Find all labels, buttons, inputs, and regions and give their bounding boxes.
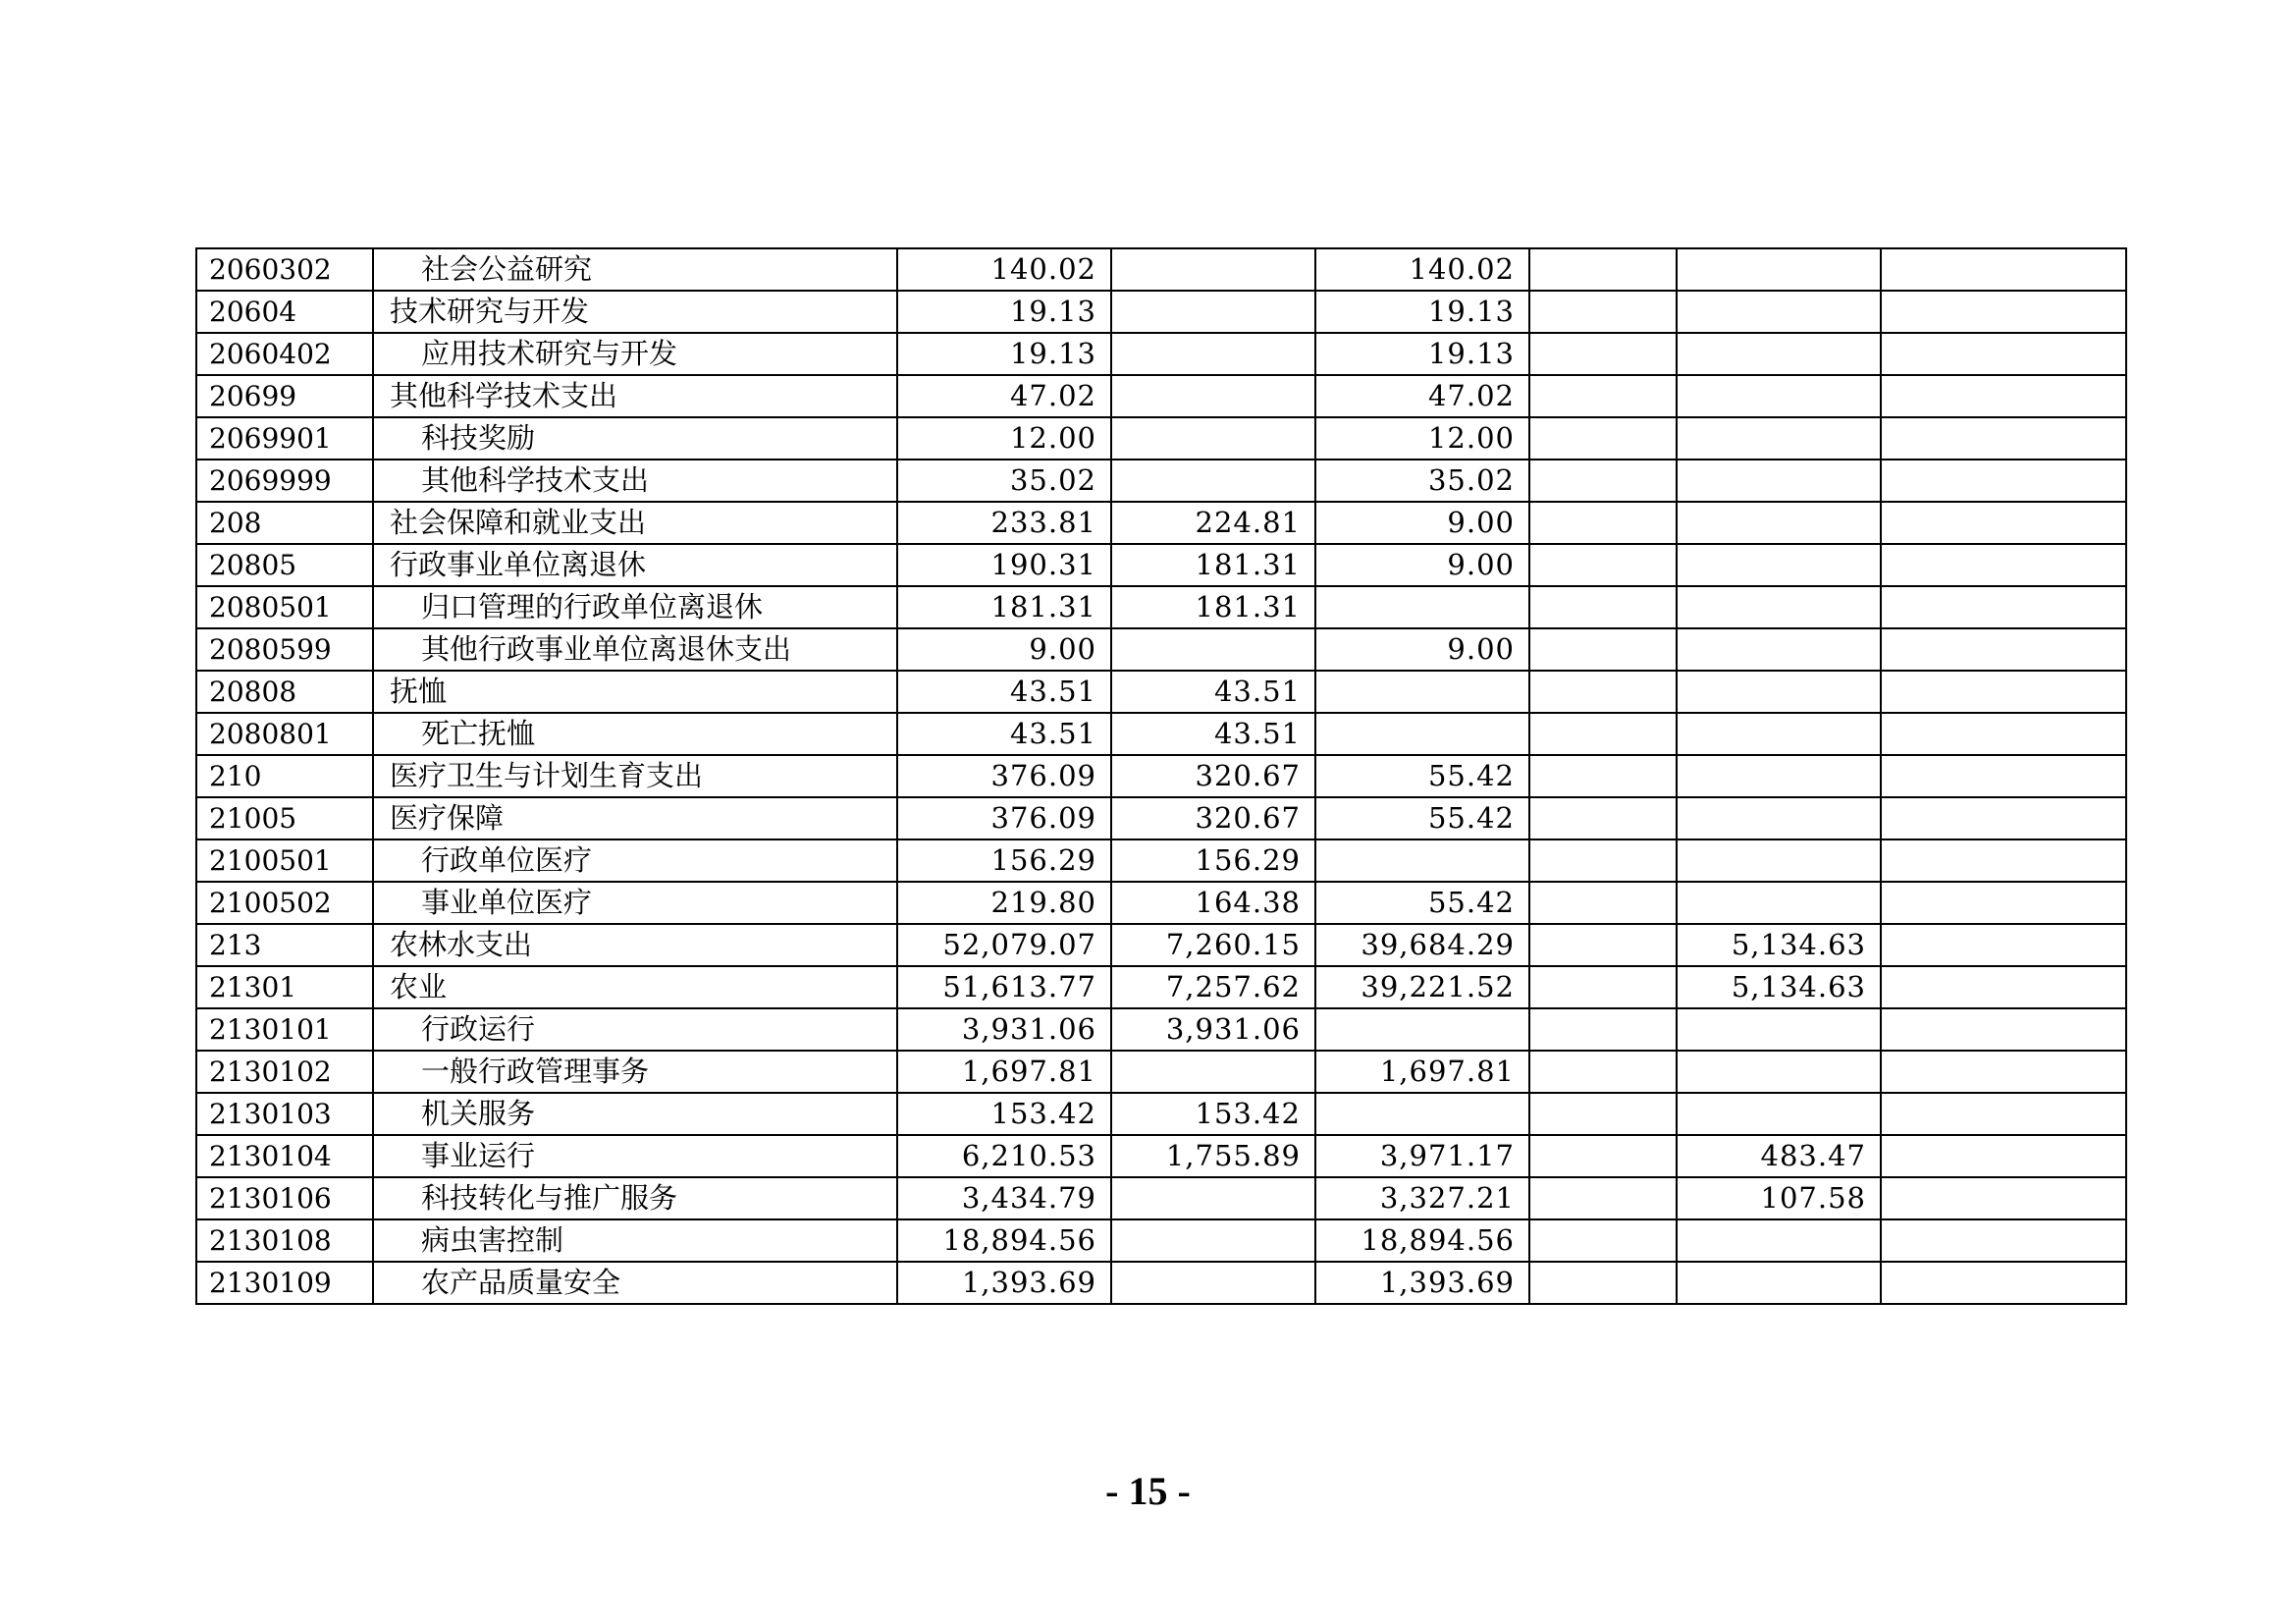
subject-code-cell: 20699 (196, 375, 373, 417)
column-6-cell (1881, 502, 2126, 544)
subject-name-cell: 社会公益研究 (373, 248, 897, 291)
column-4-cell (1529, 1219, 1677, 1262)
basic-expenditure-cell (1111, 1262, 1315, 1304)
subject-name-cell: 技术研究与开发 (373, 291, 897, 333)
subject-name-cell: 其他科学技术支出 (373, 375, 897, 417)
total-cell: 19.13 (897, 333, 1111, 375)
subject-code-cell: 2130108 (196, 1219, 373, 1262)
subject-name-cell: 行政单位医疗 (373, 839, 897, 882)
basic-expenditure-cell: 181.31 (1111, 586, 1315, 628)
total-cell: 6,210.53 (897, 1135, 1111, 1177)
total-cell: 47.02 (897, 375, 1111, 417)
project-expenditure-cell: 3,327.21 (1315, 1177, 1529, 1219)
subject-name-cell: 归口管理的行政单位离退休 (373, 586, 897, 628)
basic-expenditure-cell: 156.29 (1111, 839, 1315, 882)
total-cell: 43.51 (897, 713, 1111, 755)
column-6-cell (1881, 1219, 2126, 1262)
project-expenditure-cell: 39,221.52 (1315, 966, 1529, 1008)
basic-expenditure-cell (1111, 248, 1315, 291)
total-cell: 1,697.81 (897, 1051, 1111, 1093)
page-number: - 15 - (1105, 1469, 1191, 1513)
subject-code-cell: 21301 (196, 966, 373, 1008)
basic-expenditure-cell: 43.51 (1111, 713, 1315, 755)
subject-name-cell: 机关服务 (373, 1093, 897, 1135)
column-6-cell (1881, 628, 2126, 671)
project-expenditure-cell: 19.13 (1315, 333, 1529, 375)
basic-expenditure-cell: 3,931.06 (1111, 1008, 1315, 1051)
project-expenditure-cell: 1,393.69 (1315, 1262, 1529, 1304)
column-4-cell (1529, 1135, 1677, 1177)
subject-name-cell: 农产品质量安全 (373, 1262, 897, 1304)
column-4-cell (1529, 502, 1677, 544)
column-4-cell (1529, 1093, 1677, 1135)
table-row (196, 924, 2126, 966)
total-cell: 3,434.79 (897, 1177, 1111, 1219)
project-expenditure-cell (1315, 713, 1529, 755)
subject-code-cell: 2130104 (196, 1135, 373, 1177)
column-4-cell (1529, 460, 1677, 502)
project-expenditure-cell (1315, 839, 1529, 882)
column-5-cell: 483.47 (1677, 1135, 1881, 1177)
project-expenditure-cell: 35.02 (1315, 460, 1529, 502)
subject-code-cell: 2080501 (196, 586, 373, 628)
table-row (196, 417, 2126, 460)
basic-expenditure-cell: 320.67 (1111, 797, 1315, 839)
table-row (196, 502, 2126, 544)
column-5-cell (1677, 586, 1881, 628)
subject-code-cell: 2100502 (196, 882, 373, 924)
total-cell: 181.31 (897, 586, 1111, 628)
total-cell: 376.09 (897, 755, 1111, 797)
project-expenditure-cell (1315, 1008, 1529, 1051)
basic-expenditure-cell: 153.42 (1111, 1093, 1315, 1135)
subject-name-cell: 病虫害控制 (373, 1219, 897, 1262)
total-cell: 52,079.07 (897, 924, 1111, 966)
column-6-cell (1881, 1262, 2126, 1304)
total-cell: 156.29 (897, 839, 1111, 882)
subject-name-cell: 医疗卫生与计划生育支出 (373, 755, 897, 797)
subject-name-cell: 一般行政管理事务 (373, 1051, 897, 1093)
subject-code-cell: 2130109 (196, 1262, 373, 1304)
budget-table (195, 247, 2127, 1305)
column-6-cell (1881, 1177, 2126, 1219)
table-row (196, 1219, 2126, 1262)
total-cell: 190.31 (897, 544, 1111, 586)
column-5-cell (1677, 460, 1881, 502)
table-row (196, 966, 2126, 1008)
project-expenditure-cell: 18,894.56 (1315, 1219, 1529, 1262)
subject-name-cell: 其他行政事业单位离退休支出 (373, 628, 897, 671)
project-expenditure-cell: 12.00 (1315, 417, 1529, 460)
table-row (196, 713, 2126, 755)
column-5-cell (1677, 755, 1881, 797)
subject-name-cell: 行政运行 (373, 1008, 897, 1051)
basic-expenditure-cell: 43.51 (1111, 671, 1315, 713)
subject-name-cell: 农业 (373, 966, 897, 1008)
table-row (196, 375, 2126, 417)
column-4-cell (1529, 1051, 1677, 1093)
subject-name-cell: 医疗保障 (373, 797, 897, 839)
project-expenditure-cell: 9.00 (1315, 544, 1529, 586)
total-cell: 140.02 (897, 248, 1111, 291)
subject-code-cell: 20604 (196, 291, 373, 333)
basic-expenditure-cell (1111, 1051, 1315, 1093)
column-4-cell (1529, 544, 1677, 586)
column-5-cell: 5,134.63 (1677, 924, 1881, 966)
column-4-cell (1529, 924, 1677, 966)
column-5-cell: 107.58 (1677, 1177, 1881, 1219)
subject-code-cell: 2060402 (196, 333, 373, 375)
total-cell: 51,613.77 (897, 966, 1111, 1008)
column-6-cell (1881, 460, 2126, 502)
total-cell: 43.51 (897, 671, 1111, 713)
subject-name-cell: 应用技术研究与开发 (373, 333, 897, 375)
column-6-cell (1881, 333, 2126, 375)
total-cell: 219.80 (897, 882, 1111, 924)
column-4-cell (1529, 586, 1677, 628)
column-6-cell (1881, 924, 2126, 966)
column-4-cell (1529, 417, 1677, 460)
column-4-cell (1529, 333, 1677, 375)
column-5-cell (1677, 839, 1881, 882)
column-4-cell (1529, 1177, 1677, 1219)
subject-code-cell: 210 (196, 755, 373, 797)
subject-code-cell: 208 (196, 502, 373, 544)
subject-code-cell: 2130103 (196, 1093, 373, 1135)
subject-code-cell: 2100501 (196, 839, 373, 882)
subject-code-cell: 20805 (196, 544, 373, 586)
column-5-cell (1677, 628, 1881, 671)
column-6-cell (1881, 1051, 2126, 1093)
column-5-cell (1677, 1008, 1881, 1051)
basic-expenditure-cell: 320.67 (1111, 755, 1315, 797)
project-expenditure-cell: 55.42 (1315, 797, 1529, 839)
subject-code-cell: 2130106 (196, 1177, 373, 1219)
column-6-cell (1881, 248, 2126, 291)
column-6-cell (1881, 797, 2126, 839)
table-row (196, 1051, 2126, 1093)
column-6-cell (1881, 713, 2126, 755)
subject-code-cell: 2130102 (196, 1051, 373, 1093)
subject-name-cell: 事业运行 (373, 1135, 897, 1177)
project-expenditure-cell: 1,697.81 (1315, 1051, 1529, 1093)
column-6-cell (1881, 671, 2126, 713)
table-row (196, 1262, 2126, 1304)
total-cell: 18,894.56 (897, 1219, 1111, 1262)
column-4-cell (1529, 755, 1677, 797)
column-6-cell (1881, 1135, 2126, 1177)
column-4-cell (1529, 248, 1677, 291)
column-4-cell (1529, 671, 1677, 713)
table-row (196, 1135, 2126, 1177)
column-4-cell (1529, 291, 1677, 333)
column-5-cell (1677, 1219, 1881, 1262)
project-expenditure-cell: 19.13 (1315, 291, 1529, 333)
basic-expenditure-cell (1111, 1219, 1315, 1262)
column-5-cell (1677, 544, 1881, 586)
column-4-cell (1529, 375, 1677, 417)
project-expenditure-cell (1315, 586, 1529, 628)
basic-expenditure-cell: 7,260.15 (1111, 924, 1315, 966)
column-5-cell: 5,134.63 (1677, 966, 1881, 1008)
total-cell: 1,393.69 (897, 1262, 1111, 1304)
column-5-cell (1677, 713, 1881, 755)
column-5-cell (1677, 1051, 1881, 1093)
total-cell: 376.09 (897, 797, 1111, 839)
column-6-cell (1881, 966, 2126, 1008)
total-cell: 12.00 (897, 417, 1111, 460)
subject-name-cell: 社会保障和就业支出 (373, 502, 897, 544)
subject-name-cell: 抚恤 (373, 671, 897, 713)
column-6-cell (1881, 1008, 2126, 1051)
total-cell: 35.02 (897, 460, 1111, 502)
project-expenditure-cell: 47.02 (1315, 375, 1529, 417)
column-5-cell (1677, 333, 1881, 375)
basic-expenditure-cell (1111, 417, 1315, 460)
subject-code-cell: 2080801 (196, 713, 373, 755)
table-row (196, 628, 2126, 671)
project-expenditure-cell: 3,971.17 (1315, 1135, 1529, 1177)
column-4-cell (1529, 966, 1677, 1008)
column-6-cell (1881, 544, 2126, 586)
column-4-cell (1529, 628, 1677, 671)
column-6-cell (1881, 1093, 2126, 1135)
column-5-cell (1677, 1093, 1881, 1135)
table-row (196, 1177, 2126, 1219)
column-5-cell (1677, 502, 1881, 544)
column-4-cell (1529, 1008, 1677, 1051)
subject-name-cell: 行政事业单位离退休 (373, 544, 897, 586)
project-expenditure-cell: 9.00 (1315, 502, 1529, 544)
subject-code-cell: 213 (196, 924, 373, 966)
table-row (196, 839, 2126, 882)
column-4-cell (1529, 797, 1677, 839)
basic-expenditure-cell: 7,257.62 (1111, 966, 1315, 1008)
basic-expenditure-cell: 224.81 (1111, 502, 1315, 544)
column-5-cell (1677, 248, 1881, 291)
basic-expenditure-cell (1111, 291, 1315, 333)
column-4-cell (1529, 1262, 1677, 1304)
project-expenditure-cell: 55.42 (1315, 755, 1529, 797)
total-cell: 153.42 (897, 1093, 1111, 1135)
table-body (196, 248, 2126, 1304)
column-4-cell (1529, 713, 1677, 755)
table-row (196, 460, 2126, 502)
subject-code-cell: 2069999 (196, 460, 373, 502)
project-expenditure-cell: 9.00 (1315, 628, 1529, 671)
project-expenditure-cell (1315, 1093, 1529, 1135)
table-row (196, 333, 2126, 375)
subject-code-cell: 2080599 (196, 628, 373, 671)
column-5-cell (1677, 291, 1881, 333)
column-6-cell (1881, 291, 2126, 333)
table-row (196, 291, 2126, 333)
table-row (196, 671, 2126, 713)
column-5-cell (1677, 1262, 1881, 1304)
total-cell: 19.13 (897, 291, 1111, 333)
subject-code-cell: 2060302 (196, 248, 373, 291)
table-row (196, 1093, 2126, 1135)
total-cell: 9.00 (897, 628, 1111, 671)
total-cell: 233.81 (897, 502, 1111, 544)
subject-name-cell: 事业单位医疗 (373, 882, 897, 924)
subject-code-cell: 20808 (196, 671, 373, 713)
column-4-cell (1529, 882, 1677, 924)
column-4-cell (1529, 839, 1677, 882)
subject-code-cell: 21005 (196, 797, 373, 839)
basic-expenditure-cell: 181.31 (1111, 544, 1315, 586)
table-row (196, 248, 2126, 291)
column-5-cell (1677, 882, 1881, 924)
project-expenditure-cell: 140.02 (1315, 248, 1529, 291)
subject-name-cell: 科技奖励 (373, 417, 897, 460)
column-5-cell (1677, 671, 1881, 713)
table-row (196, 755, 2126, 797)
project-expenditure-cell (1315, 671, 1529, 713)
basic-expenditure-cell (1111, 1177, 1315, 1219)
column-6-cell (1881, 755, 2126, 797)
basic-expenditure-cell (1111, 333, 1315, 375)
total-cell: 3,931.06 (897, 1008, 1111, 1051)
column-6-cell (1881, 882, 2126, 924)
basic-expenditure-cell: 1,755.89 (1111, 1135, 1315, 1177)
basic-expenditure-cell (1111, 460, 1315, 502)
column-5-cell (1677, 417, 1881, 460)
table-row (196, 586, 2126, 628)
project-expenditure-cell: 39,684.29 (1315, 924, 1529, 966)
table-row (196, 1008, 2126, 1051)
table-row (196, 544, 2126, 586)
column-6-cell (1881, 586, 2126, 628)
subject-name-cell: 科技转化与推广服务 (373, 1177, 897, 1219)
subject-code-cell: 2130101 (196, 1008, 373, 1051)
table-row (196, 882, 2126, 924)
subject-name-cell: 其他科学技术支出 (373, 460, 897, 502)
project-expenditure-cell: 55.42 (1315, 882, 1529, 924)
column-5-cell (1677, 797, 1881, 839)
column-6-cell (1881, 417, 2126, 460)
subject-name-cell: 死亡抚恤 (373, 713, 897, 755)
subject-name-cell: 农林水支出 (373, 924, 897, 966)
column-6-cell (1881, 839, 2126, 882)
column-6-cell (1881, 375, 2126, 417)
basic-expenditure-cell: 164.38 (1111, 882, 1315, 924)
basic-expenditure-cell (1111, 628, 1315, 671)
table-row (196, 797, 2126, 839)
basic-expenditure-cell (1111, 375, 1315, 417)
column-5-cell (1677, 375, 1881, 417)
subject-code-cell: 2069901 (196, 417, 373, 460)
